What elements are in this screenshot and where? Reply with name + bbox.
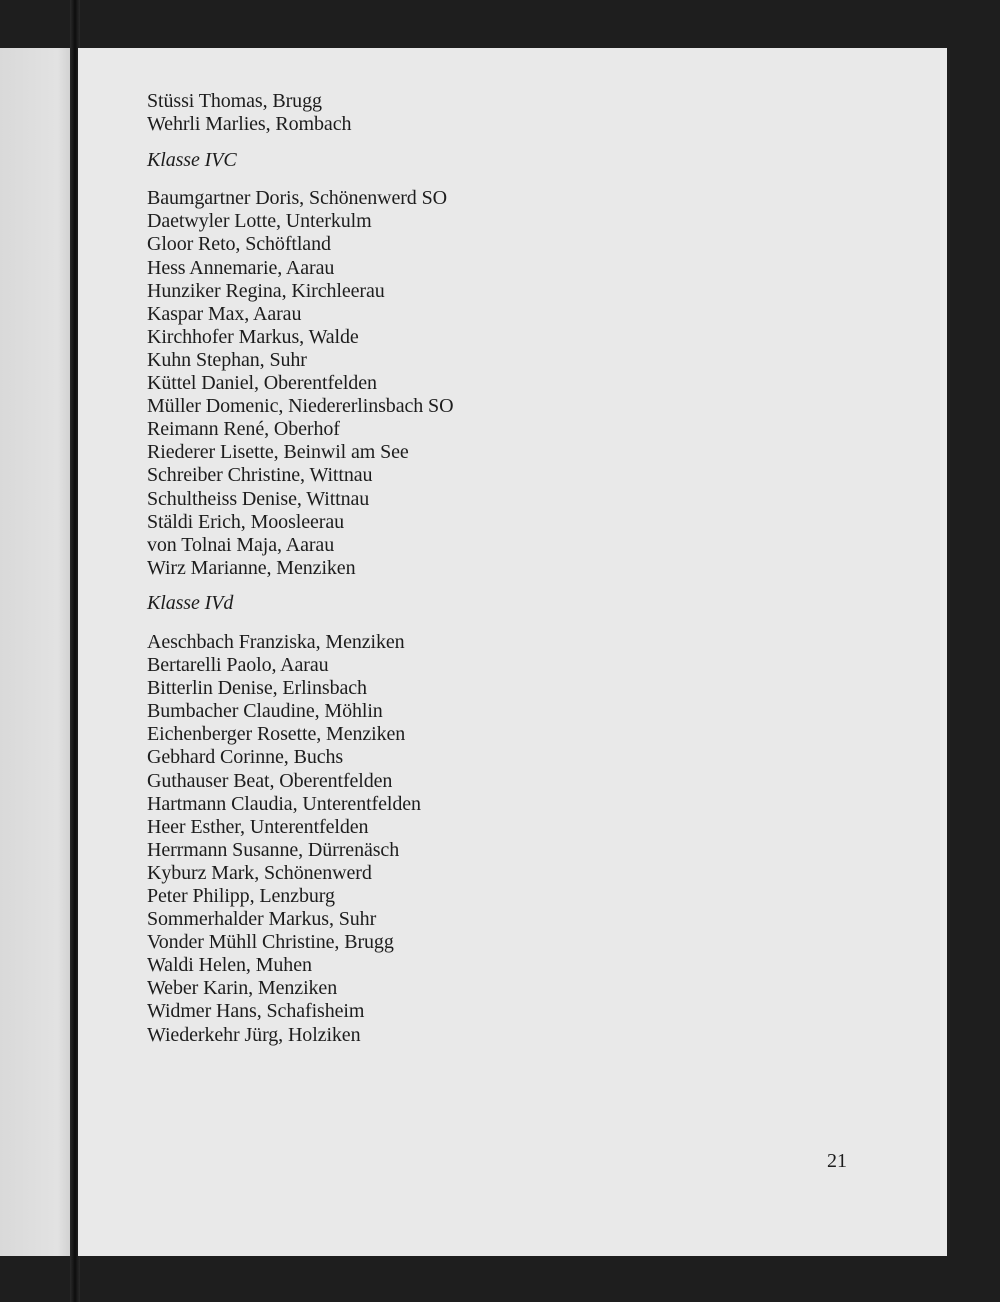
list-item: Hess Annemarie, Aarau <box>147 256 335 279</box>
list-item: Gebhard Corinne, Buchs <box>147 746 344 769</box>
name-list <box>147 90 453 1047</box>
facing-page-edge <box>0 48 72 1256</box>
list-item: Kaspar Max, Aarau <box>147 302 302 325</box>
section-list-klasse-ivd <box>147 631 453 1047</box>
list-item: Küttel Daniel, Oberentfelden <box>147 372 377 395</box>
page-number: 21 <box>827 1150 847 1172</box>
section-list-klasse-ivc <box>147 187 453 580</box>
list-item: Wehrli Marlies, Rombach <box>147 113 352 136</box>
section-heading-klasse-ivd: Klasse IVd <box>147 591 234 614</box>
list-item: Stäldi Erich, Moosleerau <box>147 510 344 533</box>
list-item: Kuhn Stephan, Suhr <box>147 348 307 371</box>
list-item: Aeschbach Franziska, Menziken <box>147 630 405 653</box>
list-item: Kyburz Mark, Schönenwerd <box>147 861 372 884</box>
list-item: Bumbacher Claudine, Möhlin <box>147 700 383 723</box>
list-item: Eichenberger Rosette, Menziken <box>147 723 406 746</box>
list-item: Wiederkehr Jürg, Holziken <box>147 1023 361 1046</box>
list-item: Gloor Reto, Schöftland <box>147 233 331 256</box>
list-item: Wirz Marianne, Menziken <box>147 556 356 579</box>
list-item: Schreiber Christine, Wittnau <box>147 464 373 487</box>
list-item: Riederer Lisette, Beinwil am See <box>147 441 409 464</box>
list-item: Schultheiss Denise, Wittnau <box>147 487 370 510</box>
list-item: Weber Karin, Menziken <box>147 977 338 1000</box>
list-item: Herrmann Susanne, Dürrenäsch <box>147 838 400 861</box>
list-item: Baumgartner Doris, Schönenwerd SO <box>147 187 447 210</box>
list-item: Müller Domenic, Niedererlinsbach SO <box>147 395 454 418</box>
list-item: Kirchhofer Markus, Walde <box>147 325 359 348</box>
list-item: Hartmann Claudia, Unterentfelden <box>147 792 421 815</box>
list-item: Waldi Helen, Muhen <box>147 954 312 977</box>
list-item: Reimann René, Oberhof <box>147 418 340 441</box>
list-item: Peter Philipp, Lenzburg <box>147 885 335 907</box>
list-item: Guthauser Beat, Oberentfelden <box>147 769 393 792</box>
list-item: Heer Esther, Unterentfelden <box>147 815 369 838</box>
list-item: Vonder Mühll Christine, Brugg <box>147 931 394 954</box>
list-item: von Tolnai Maja, Aarau <box>147 533 335 556</box>
list-item: Daetwyler Lotte, Unterkulm <box>147 210 372 233</box>
list-item: Bitterlin Denise, Erlinsbach <box>147 677 367 700</box>
document-page <box>78 48 947 1256</box>
list-item: Widmer Hans, Schafisheim <box>147 1000 365 1023</box>
section-heading-klasse-ivc: Klasse IVC <box>147 149 237 172</box>
list-item: Hunziker Regina, Kirchleerau <box>147 279 385 302</box>
list-item: Bertarelli Paolo, Aarau <box>147 654 329 677</box>
list-item: Sommerhalder Markus, Suhr <box>147 908 377 931</box>
list-item: Stüssi Thomas, Brugg <box>147 90 322 112</box>
